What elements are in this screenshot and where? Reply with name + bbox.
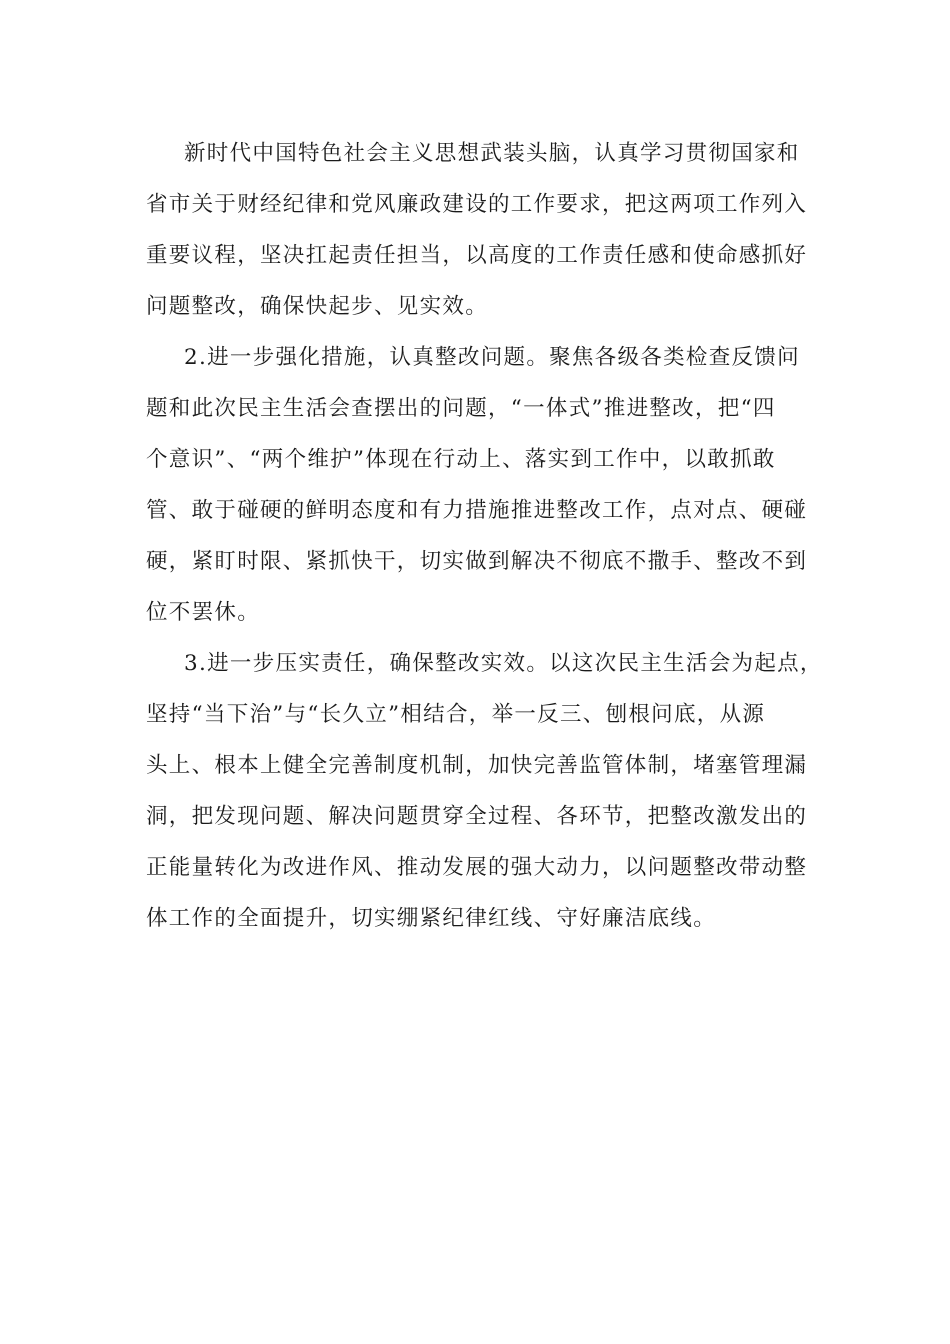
text-line: 体工作的全面提升，切实绷紧纪律红线、守好廉洁底线。 (146, 906, 717, 931)
text-line: 管、敢于碰硬的鲜明态度和有力措施推进整改工作，点对点、硬碰 (146, 498, 808, 523)
text-line: 重要议程，坚决扛起责任担当，以高度的工作责任感和使命感抓好 (146, 243, 808, 268)
text-line: 坚持“当下治”与“长久立”相结合，举一反三、刨根问底，从源 (146, 702, 766, 727)
text-line: 题和此次民主生活会查摆出的问题，“一体式”推进整改，把“四 (146, 396, 776, 421)
paragraph-3 (146, 638, 823, 944)
text-line: 2.进一步强化措施，认真整改问题。聚焦各级各类检查反馈问 (184, 345, 800, 370)
text-line: 洞，把发现问题、解决问题贯穿全过程、各环节，把整改激发出的 (146, 804, 808, 829)
text-line: 新时代中国特色社会主义思想武装头脑，认真学习贯彻国家和 (184, 141, 800, 166)
paragraph-1 (146, 128, 808, 332)
text-line: 头上、根本上健全完善制度机制，加快完善监管体制，堵塞管理漏 (146, 753, 808, 778)
text-line: 3.进一步压实责任，确保整改实效。以这次民主生活会为起点， (184, 651, 823, 676)
paragraph-2 (146, 332, 808, 638)
text-line: 问题整改，确保快起步、见实效。 (146, 294, 489, 319)
text-line: 省市关于财经纪律和党风廉政建设的工作要求，把这两项工作列入 (146, 192, 808, 217)
document-body (146, 128, 823, 944)
text-line: 正能量转化为改进作风、推动发展的强大动力，以问题整改带动整 (146, 855, 808, 880)
text-line: 位不罢休。 (146, 600, 261, 625)
text-line: 硬，紧盯时限、紧抓快干，切实做到解决不彻底不撒手、整改不到 (146, 549, 808, 574)
text-line: 个意识”、“两个维护”体现在行动上、落实到工作中，以敢抓敢 (146, 447, 776, 472)
